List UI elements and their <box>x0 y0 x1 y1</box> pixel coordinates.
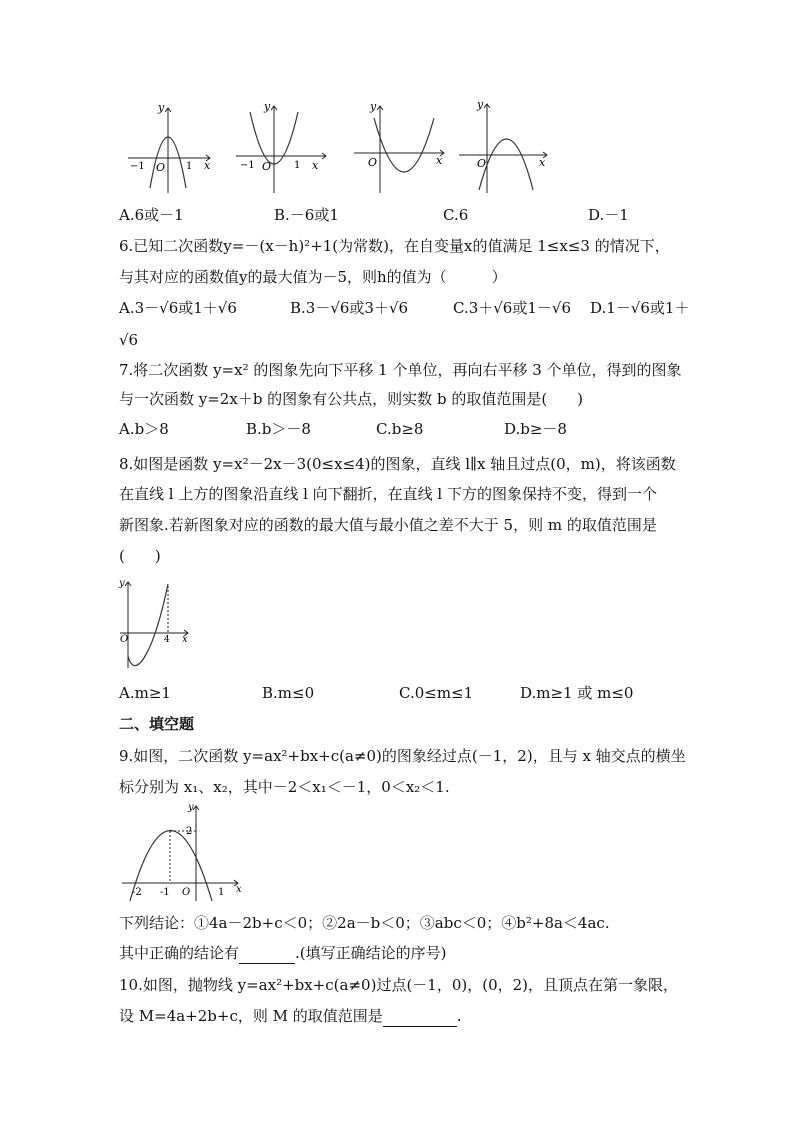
origin-label: O <box>156 161 166 174</box>
q8-graph <box>116 576 196 670</box>
q10-stem-line-2 <box>119 1006 462 1027</box>
q8-option-a: A.m≥1 <box>119 684 171 702</box>
q6-option-b: B.3－√6或3＋√6 <box>290 299 409 317</box>
q7-stem-line-2: 与一次函数 y=2x＋b 的图象有公共点，则实数 b 的取值范围是( ) <box>119 390 584 408</box>
q10-stem-line-1: 10.如图，抛物线 y=ax²+bx+c(a≠0)过点(－1，0)，(0，2)，且顶点在第一象限， <box>119 976 679 994</box>
tick-label-minus-1: −1 <box>130 161 145 172</box>
q6-stem-line-1: 6.已知二次函数y=－(x－h)²+1(为常数)，在自变量x的值满足 1≤x≤3 的情况下， <box>119 237 670 255</box>
y-axis-label: y <box>264 100 271 113</box>
parabola-curve <box>130 831 212 902</box>
x-axis-label: x <box>312 159 319 172</box>
q5-option-a: A.6或－1 <box>119 206 184 224</box>
section-heading-fill-in: 二、填空题 <box>119 715 195 733</box>
tick-label-1: 1 <box>294 160 301 171</box>
q8-option-b: B.m≤0 <box>262 684 315 702</box>
q9-stem-line-2: 标分别为 x₁、x₂，其中－2＜x₁＜－1，0＜x₂＜1. <box>119 778 450 796</box>
q8-option-c: C.0≤m≤1 <box>399 684 474 702</box>
x-axis-label: x <box>182 634 188 645</box>
q10-stem-suffix: . <box>456 1007 462 1025</box>
q9-answer-prefix: 其中正确的结论有 <box>119 944 240 962</box>
q9-conclusions: 下列结论：①4a－2b+c＜0；②2a－b＜0；③abc＜0；④b²+8a＜4ac. <box>119 914 610 932</box>
tick-label-1: 1 <box>186 161 193 172</box>
tick-label-minus-1: -1 <box>160 887 170 898</box>
x-axis-label: x <box>236 884 242 895</box>
q9-stem-line-1: 9.如图，二次函数 y=ax²+bx+c(a≠0)的图象经过点(－1，2)，且与 x 轴交点的横坐 <box>119 747 686 765</box>
q8-option-d: D.m≥1 或 m≤0 <box>520 684 634 702</box>
origin-label: O <box>120 634 129 645</box>
q10-answer-blank[interactable] <box>383 1006 457 1027</box>
q7-option-a: A.b＞8 <box>119 420 169 438</box>
origin-label: O <box>182 887 191 898</box>
q7-option-b: B.b＞－8 <box>246 420 311 438</box>
tick-label-2: 2 <box>186 826 193 837</box>
q7-option-d: D.b≥－8 <box>504 420 567 438</box>
q7-option-c: C.b≥8 <box>376 420 424 438</box>
graph-option-b <box>232 98 332 198</box>
tick-label-4: 4 <box>164 635 170 645</box>
graph-option-c <box>350 98 450 198</box>
tick-label-1: 1 <box>218 887 225 898</box>
origin-label: O <box>477 157 487 170</box>
q10-stem-prefix: 设 M=4a+2b+c，则 M 的取值范围是 <box>119 1007 383 1025</box>
y-axis-label: y <box>370 100 377 113</box>
q6-option-c: C.3＋√6或1－√6 <box>453 299 572 317</box>
graph-option-a <box>120 98 220 198</box>
y-axis-label: y <box>158 101 165 114</box>
y-axis-label: y <box>119 578 125 589</box>
origin-label: O <box>262 160 272 173</box>
q8-stem-line-1: 8.如图是函数 y=x²－2x－3(0≤x≤4)的图象，直线 l∥x 轴且过点(0，m)，将该函数 <box>119 455 676 473</box>
q9-answer-blank[interactable] <box>239 943 295 964</box>
y-axis-label: y <box>188 802 194 813</box>
q7-stem-line-1: 7.将二次函数 y=x² 的图象先向下平移 1 个单位，再向右平移 3 个单位，得到的图象 <box>119 361 682 379</box>
q6-stem-line-2: 与其对应的函数值y的最大值为－5，则h的值为（ ） <box>119 268 507 286</box>
tick-label-minus-1: −1 <box>240 160 255 171</box>
parabola-curve <box>128 584 168 666</box>
parabola-curve <box>374 118 434 172</box>
x-axis-label: x <box>436 154 443 167</box>
graph-option-d <box>455 98 555 198</box>
origin-label: O <box>368 156 378 169</box>
q5-option-c: C.6 <box>443 206 469 224</box>
q9-answer-suffix: .(填写正确结论的序号) <box>295 944 447 962</box>
tick-label-minus-2: -2 <box>132 887 142 898</box>
x-axis-label: x <box>204 159 211 172</box>
x-axis-label: x <box>539 156 546 169</box>
q6-option-a: A.3－√6或1＋√6 <box>119 299 237 317</box>
q5-option-b: B.－6或1 <box>274 206 339 224</box>
q5-option-d: D.－1 <box>588 206 629 224</box>
q8-stem-line-4: ( ) <box>119 547 161 565</box>
q9-answer-line <box>119 943 447 964</box>
q8-stem-line-2: 在直线 l 上方的图象沿直线 l 向下翻折，在直线 l 下方的图象保持不变，得到一个 <box>119 485 658 503</box>
q6-option-d-continued: √6 <box>119 331 139 349</box>
q8-stem-line-3: 新图象.若新图象对应的函数的最大值与最小值之差不大于 5，则 m 的取值范围是 <box>119 516 657 534</box>
y-axis-label: y <box>477 98 484 111</box>
q9-graph <box>118 800 246 902</box>
q6-option-d: D.1－√6或1＋ <box>590 299 690 317</box>
